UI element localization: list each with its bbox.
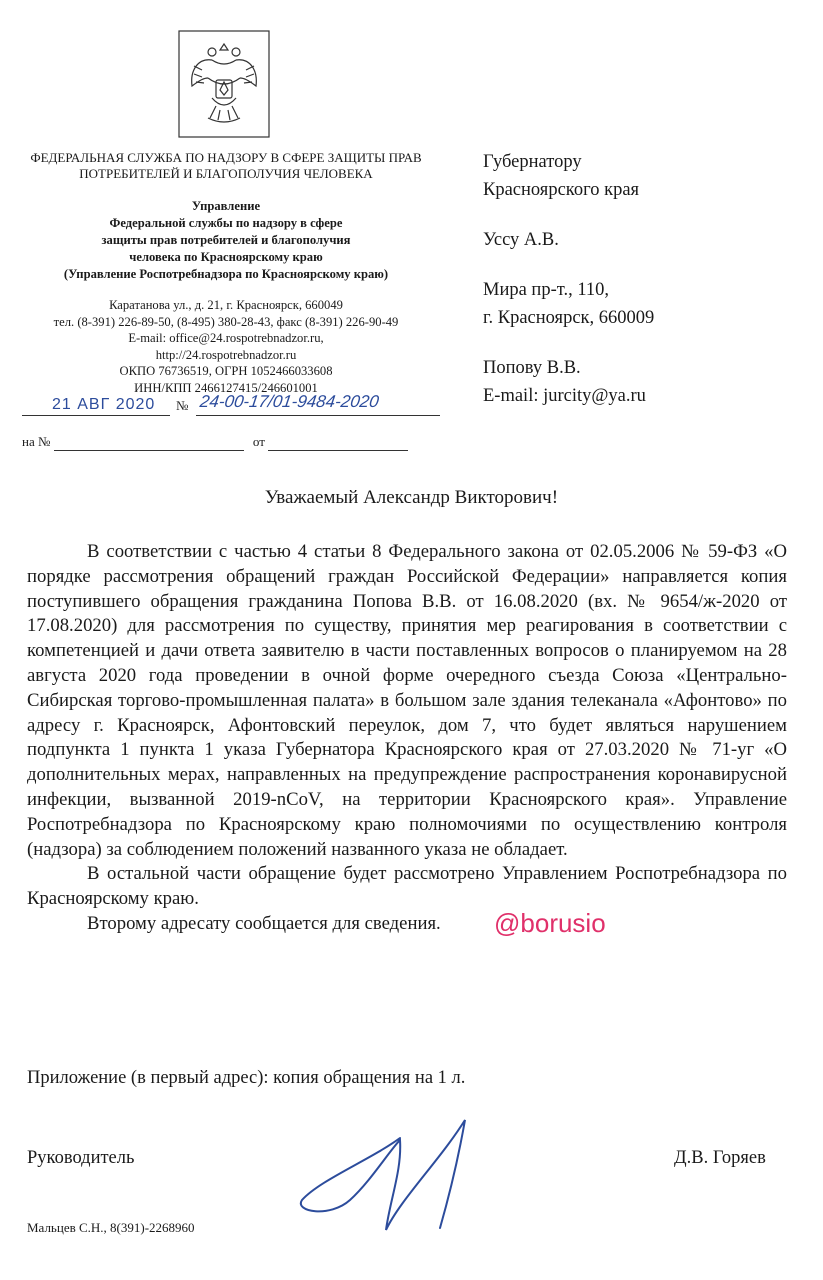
coat-of-arms-emblem <box>178 30 270 138</box>
salutation: Уважаемый Александр Викторович! <box>264 487 559 508</box>
recipient-email: E-mail: jurcity@ya.ru <box>483 386 646 406</box>
dept-line: (Управление Роспотребнадзора по Красноярскому краю) <box>63 267 389 281</box>
dept-line: Управление <box>191 199 261 213</box>
contact-okpo: ОКПО 76736519, ОГРН 1052466033608 <box>119 364 333 378</box>
ot-label: от <box>252 434 265 449</box>
signatory-name: Д.В. Горяев <box>674 1148 766 1168</box>
letter-body <box>27 540 787 937</box>
date-underline <box>22 415 170 416</box>
contact-inn: ИНН/КПП 2466127415/246601001 <box>134 380 318 395</box>
contact-phones: тел. (8-391) 226-89-50, (8-495) 380-28-43, факс (8-391) 226-90-49 <box>53 314 399 329</box>
contact-details <box>22 297 430 396</box>
handwritten-signature <box>290 1100 490 1250</box>
number-underline <box>196 415 440 416</box>
contact-address: Каратанова ул., д. 21, г. Красноярск, 660049 <box>109 298 343 312</box>
reply-reference-line <box>22 434 408 451</box>
registration-date-stamp: 21 АВГ 2020 <box>52 396 156 413</box>
executor-contact: Мальцев С.Н., 8(391)-2268960 <box>27 1220 195 1235</box>
department-name <box>22 198 430 283</box>
body-paragraph-3: Второму адресату сообщается для сведения. <box>87 912 441 934</box>
watermark: @borusio <box>494 908 606 938</box>
na-blank <box>54 434 244 451</box>
agency-name: ФЕДЕРАЛЬНАЯ СЛУЖБА ПО НАДЗОРУ В СФЕРЕ ЗАЩИТЫ ПРАВ ПОТРЕБИТЕЛЕЙ И БЛАГОПОЛУЧИЯ ЧЕЛОВЕКА <box>30 150 422 181</box>
attachment-note: Приложение (в первый адрес): копия обращения на 1 л. <box>27 1068 466 1088</box>
recipient-title: Губернатору <box>483 152 582 172</box>
recipient-name-1: Уссу А.В. <box>483 230 559 250</box>
recipient-region: Красноярского края <box>483 180 640 200</box>
recipient-city: г. Красноярск, 660009 <box>483 308 655 328</box>
ot-blank <box>268 434 408 451</box>
body-paragraph-1: В соответствии с частью 4 статьи 8 Федерального закона от 02.05.2006 № 59-ФЗ «О порядке рассмотрения обращений граждан Российской Федерации» направляется копия поступившего обращения гражданина Попова В.В. от 16.08.2020 (вх. № 9654/ж-2020 от 17.08.2020) для рассмотрения по существу, принятия мер реагирования в соответствии с компетенцией и дачи ответа заявителю в части поставленных вопросов о планируемом на 28 августа 2020 года проведении в очной форме очередного съезда Союза «Центрально-Сибирская торгово-промышленная палата» в большом зале здания телеканала «Афонтово» по адресу г. Красноярск, Афонтовский переулок, дом 7, что будет являться нарушением подпункта 1 пункта 1 указа Губернатора Красноярского края от 27.03.2020 № 71-уг «О дополнительных мерах, направленных на предупреждение распространения коронавирусной инфекции, вызванной 2019-nCoV, на территории Красноярского края». Управление Роспотребнадзора по Красноярскому краю полномочиями по осуществлению контроля (надзора) за соблюдением положений названного указа не обладает. <box>27 541 787 860</box>
registration-number-handwritten: 24-00-17/01-9484-2020 <box>198 392 381 411</box>
dept-line: Федеральной службы по надзору в сфере <box>109 216 343 230</box>
recipient-block <box>483 148 654 410</box>
recipient-name-2: Попову В.В. <box>483 358 581 378</box>
contact-website: http://24.rospotrebnadzor.ru <box>155 347 297 362</box>
dept-line: защиты прав потребителей и благополучия <box>101 233 351 247</box>
recipient-street: Мира пр-т., 110, <box>483 280 610 300</box>
sender-header <box>22 150 430 396</box>
na-label: на № <box>22 434 51 449</box>
signatory-role: Руководитель <box>27 1148 135 1168</box>
body-paragraph-2: В остальной части обращение будет рассмотрено Управлением Роспотребнадзора по Красноярскому краю. <box>27 863 787 910</box>
dept-line: человека по Красноярскому краю <box>129 250 323 264</box>
contact-email: E-mail: office@24.rospotrebnadzor.ru, <box>128 331 324 345</box>
number-sign: № <box>176 398 189 413</box>
